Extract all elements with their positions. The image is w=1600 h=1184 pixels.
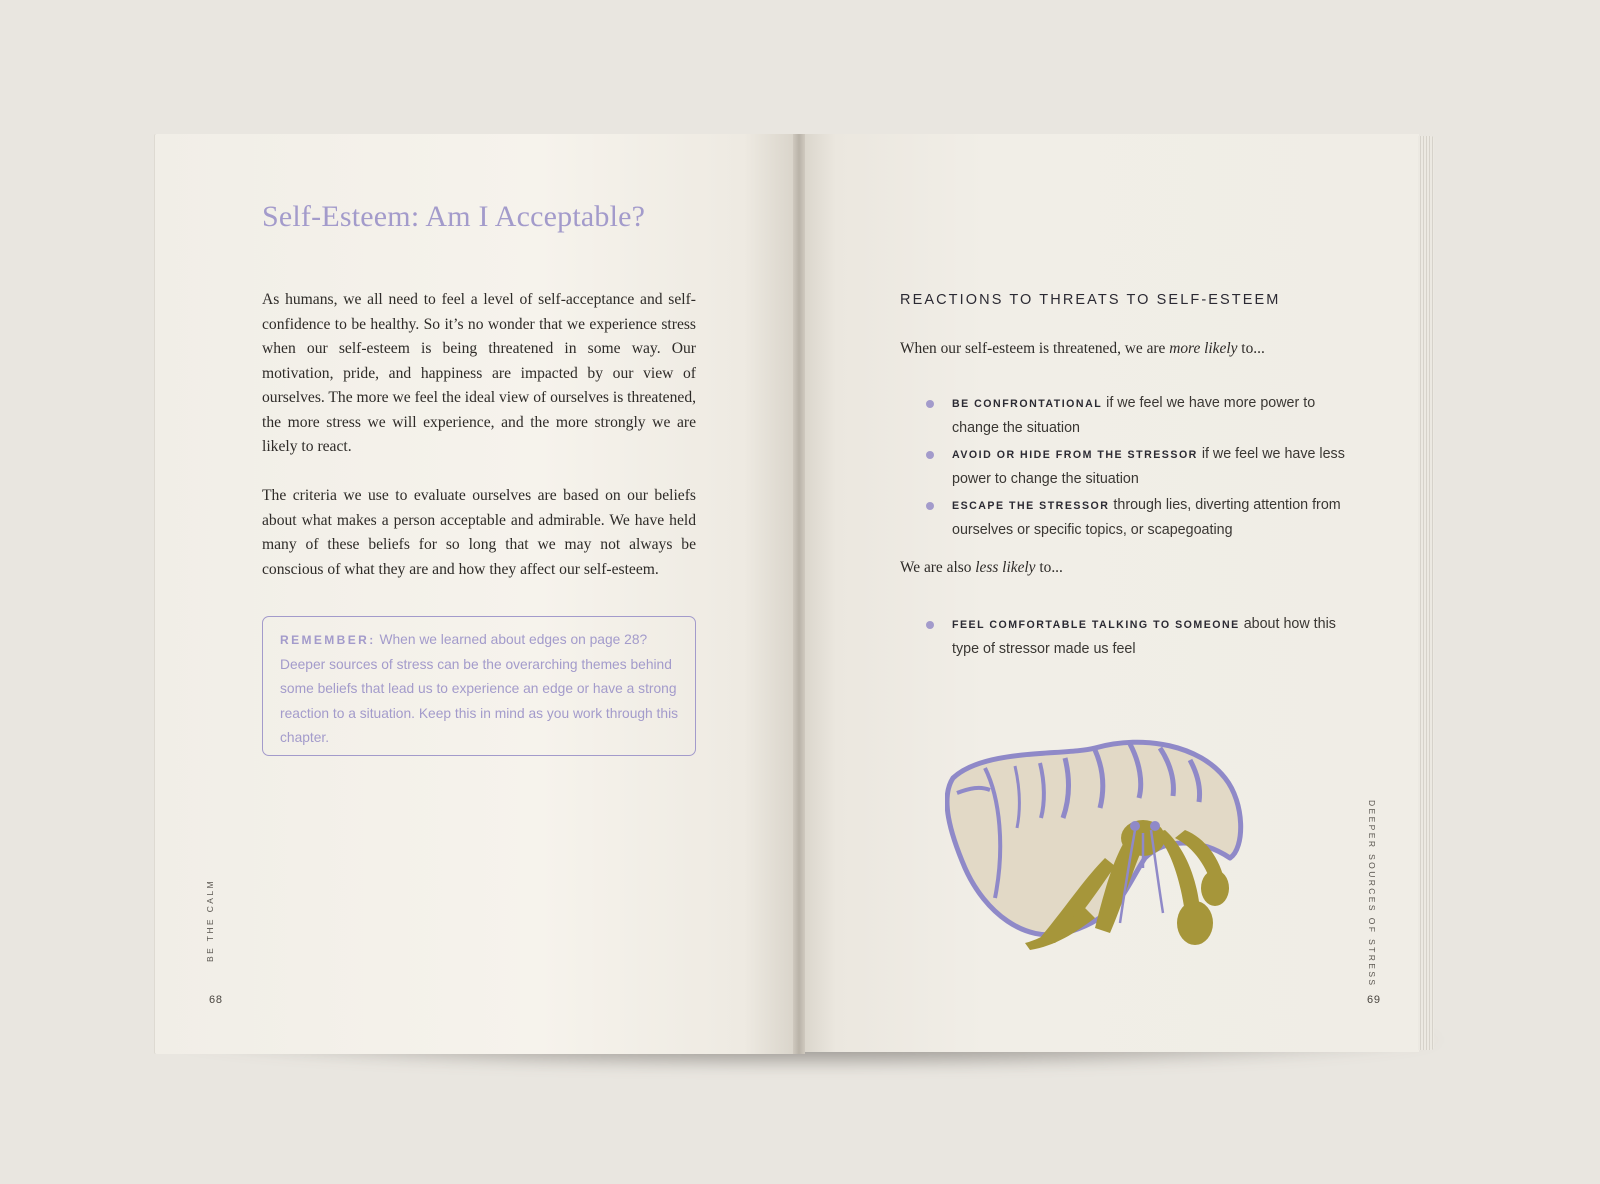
bullet-text: if we feel we have less power to change the situation	[952, 446, 1345, 487]
remember-callout	[262, 616, 696, 756]
remember-text: When we learned about edges on page 28? Deeper sources of stress can be the overarching themes behind some beliefs that lead us to experience an edge or have a strong reaction to a situation. Keep this in mind as you work through this chapter.	[280, 632, 679, 745]
section-subhead: REACTIONS TO THREATS TO SELF-ESTEEM	[900, 292, 1281, 308]
lead-text: to...	[1035, 559, 1063, 576]
bullet-icon	[926, 451, 934, 459]
list-item	[925, 612, 1345, 661]
lead-emphasis: more likely	[1169, 340, 1238, 357]
bullet-text: about how this type of stressor made us feel	[952, 616, 1336, 657]
bullet-text: if we feel we have more power to change the situation	[952, 395, 1316, 436]
bullet-key: FEEL COMFORTABLE TALKING TO SOMEONE	[952, 619, 1240, 631]
bullet-key: ESCAPE THE STRESSOR	[952, 500, 1110, 512]
bullet-key: AVOID OR HIDE FROM THE STRESSOR	[952, 449, 1198, 461]
left-page	[155, 134, 795, 1054]
hermit-crab-illustration	[945, 738, 1275, 978]
bullet-key: BE CONFRONTATIONAL	[952, 398, 1103, 410]
lead-more-likely	[900, 340, 1265, 358]
remember-label: REMEMBER:	[280, 633, 376, 647]
body-paragraph-2: The criteria we use to evaluate ourselves are based on our beliefs about what makes a person acceptable and admirable. We have held many of these beliefs for so long that we may not always be conscious of what they are and how they affect our self-esteem.	[262, 487, 696, 578]
page-edges	[1418, 136, 1434, 1050]
page-number-left: 68	[209, 994, 223, 1006]
lead-less-likely	[900, 559, 1063, 577]
lead-text: We are also	[900, 559, 976, 576]
less-likely-list	[925, 612, 1345, 663]
body-paragraph-1: As humans, we all need to feel a level of self-acceptance and self-confidence to be healthy. So it’s no wonder that we experience stress when our self-esteem is being threatened in some way. Our motivation, pride, and happiness are impacted by our view of ourselves. The more we feel the ideal view of ourselves is threatened, the more stress we will experience, and the more strongly we are likely to react.	[262, 291, 697, 455]
bullet-icon	[926, 621, 934, 629]
more-likely-list	[925, 391, 1345, 544]
bullet-text: through lies, diverting attention from ourselves or specific topics, or scapegoating	[952, 497, 1341, 538]
bullet-icon	[926, 400, 934, 408]
page-number-right: 69	[1367, 994, 1381, 1006]
lead-emphasis: less likely	[975, 559, 1036, 576]
running-head-right: DEEPER SOURCES OF STRESS	[1367, 800, 1377, 988]
running-head-left: BE THE CALM	[205, 879, 215, 962]
lead-text: When our self-esteem is threatened, we are	[900, 340, 1170, 357]
list-item	[925, 493, 1345, 542]
book-spine	[793, 134, 805, 1054]
page-title: Self-Esteem: Am I Acceptable?	[262, 200, 646, 233]
list-item	[925, 391, 1345, 440]
bullet-icon	[926, 502, 934, 510]
list-item	[925, 442, 1345, 491]
lead-text: to...	[1237, 340, 1265, 357]
